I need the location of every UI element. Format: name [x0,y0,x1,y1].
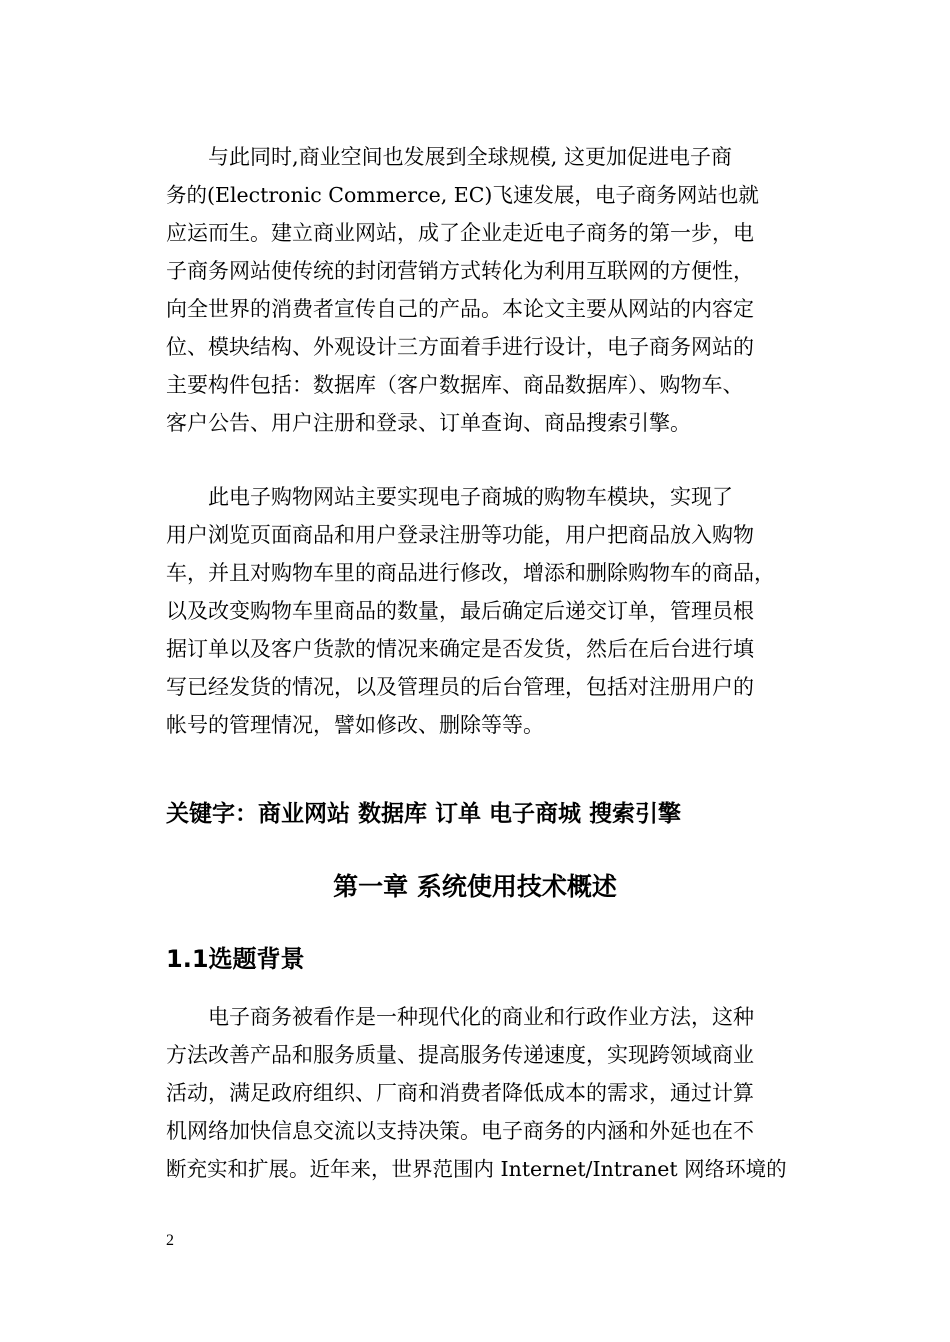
text-line: 以及改变购物车里商品的数量，最后确定后递交订单，管理员根 [166,599,754,623]
text-line: 位、模块结构、外观设计三方面着手进行设计，电子商务网站的 [166,335,754,359]
text-line: 向全世界的消费者宣传自己的产品。本论文主要从网站的内容定 [166,297,754,321]
text-line: 与此同时,商业空间也发展到全球规模, 这更加促进电子商 [166,145,733,169]
page-number: 2 [166,1232,174,1249]
text-line: 方法改善产品和服务质量、提高服务传递速度，实现跨领域商业 [166,1043,754,1067]
text-line: 断充实和扩展。近年来，世界范围内 Internet/Intranet 网络环境的 [166,1157,787,1181]
text-line: 写已经发货的情况，以及管理员的后台管理，包括对注册用户的 [166,675,754,699]
chapter-title: 第一章 系统使用技术概述 [333,872,617,901]
text-line: 机网络加快信息交流以支持决策。电子商务的内涵和外延也在不 [166,1119,754,1143]
text-line: 帐号的管理情况，譬如修改、删除等等。 [166,713,544,737]
text-line: 应运而生。建立商业网站，成了企业走近电子商务的第一步，电 [166,221,754,245]
keywords-line: 关键字：商业网站 数据库 订单 电子商城 搜索引擎 [166,801,682,827]
intro-paragraph-1 [166,138,786,442]
text-line: 电子商务被看作是一种现代化的商业和行政作业方法，这种 [166,1005,754,1029]
text-line: 用户浏览页面商品和用户登录注册等功能，用户把商品放入购物 [166,523,754,547]
text-line: 车，并且对购物车里的商品进行修改，增添和删除购物车的商品， [166,561,775,585]
text-line: 务的(Electronic Commerce, EC)飞速发展，电子商务网站也就 [166,183,759,207]
text-line: 此电子购物网站主要实现电子商城的购物车模块，实现了 [166,485,733,509]
text-line: 活动，满足政府组织、厂商和消费者降低成本的需求，通过计算 [166,1081,754,1105]
text-line: 客户公告、用户注册和登录、订单查询、商品搜索引擎。 [166,411,691,435]
section-paragraph [166,998,786,1188]
text-line: 主要构件包括：数据库（客户数据库、商品数据库）、购物车、 [166,373,744,397]
section-title: 1.1选题背景 [166,945,305,973]
intro-paragraph-2 [166,478,786,744]
text-line: 子商务网站使传统的封闭营销方式转化为利用互联网的方便性， [166,259,754,283]
text-line: 据订单以及客户货款的情况来确定是否发货，然后在后台进行填 [166,637,754,661]
